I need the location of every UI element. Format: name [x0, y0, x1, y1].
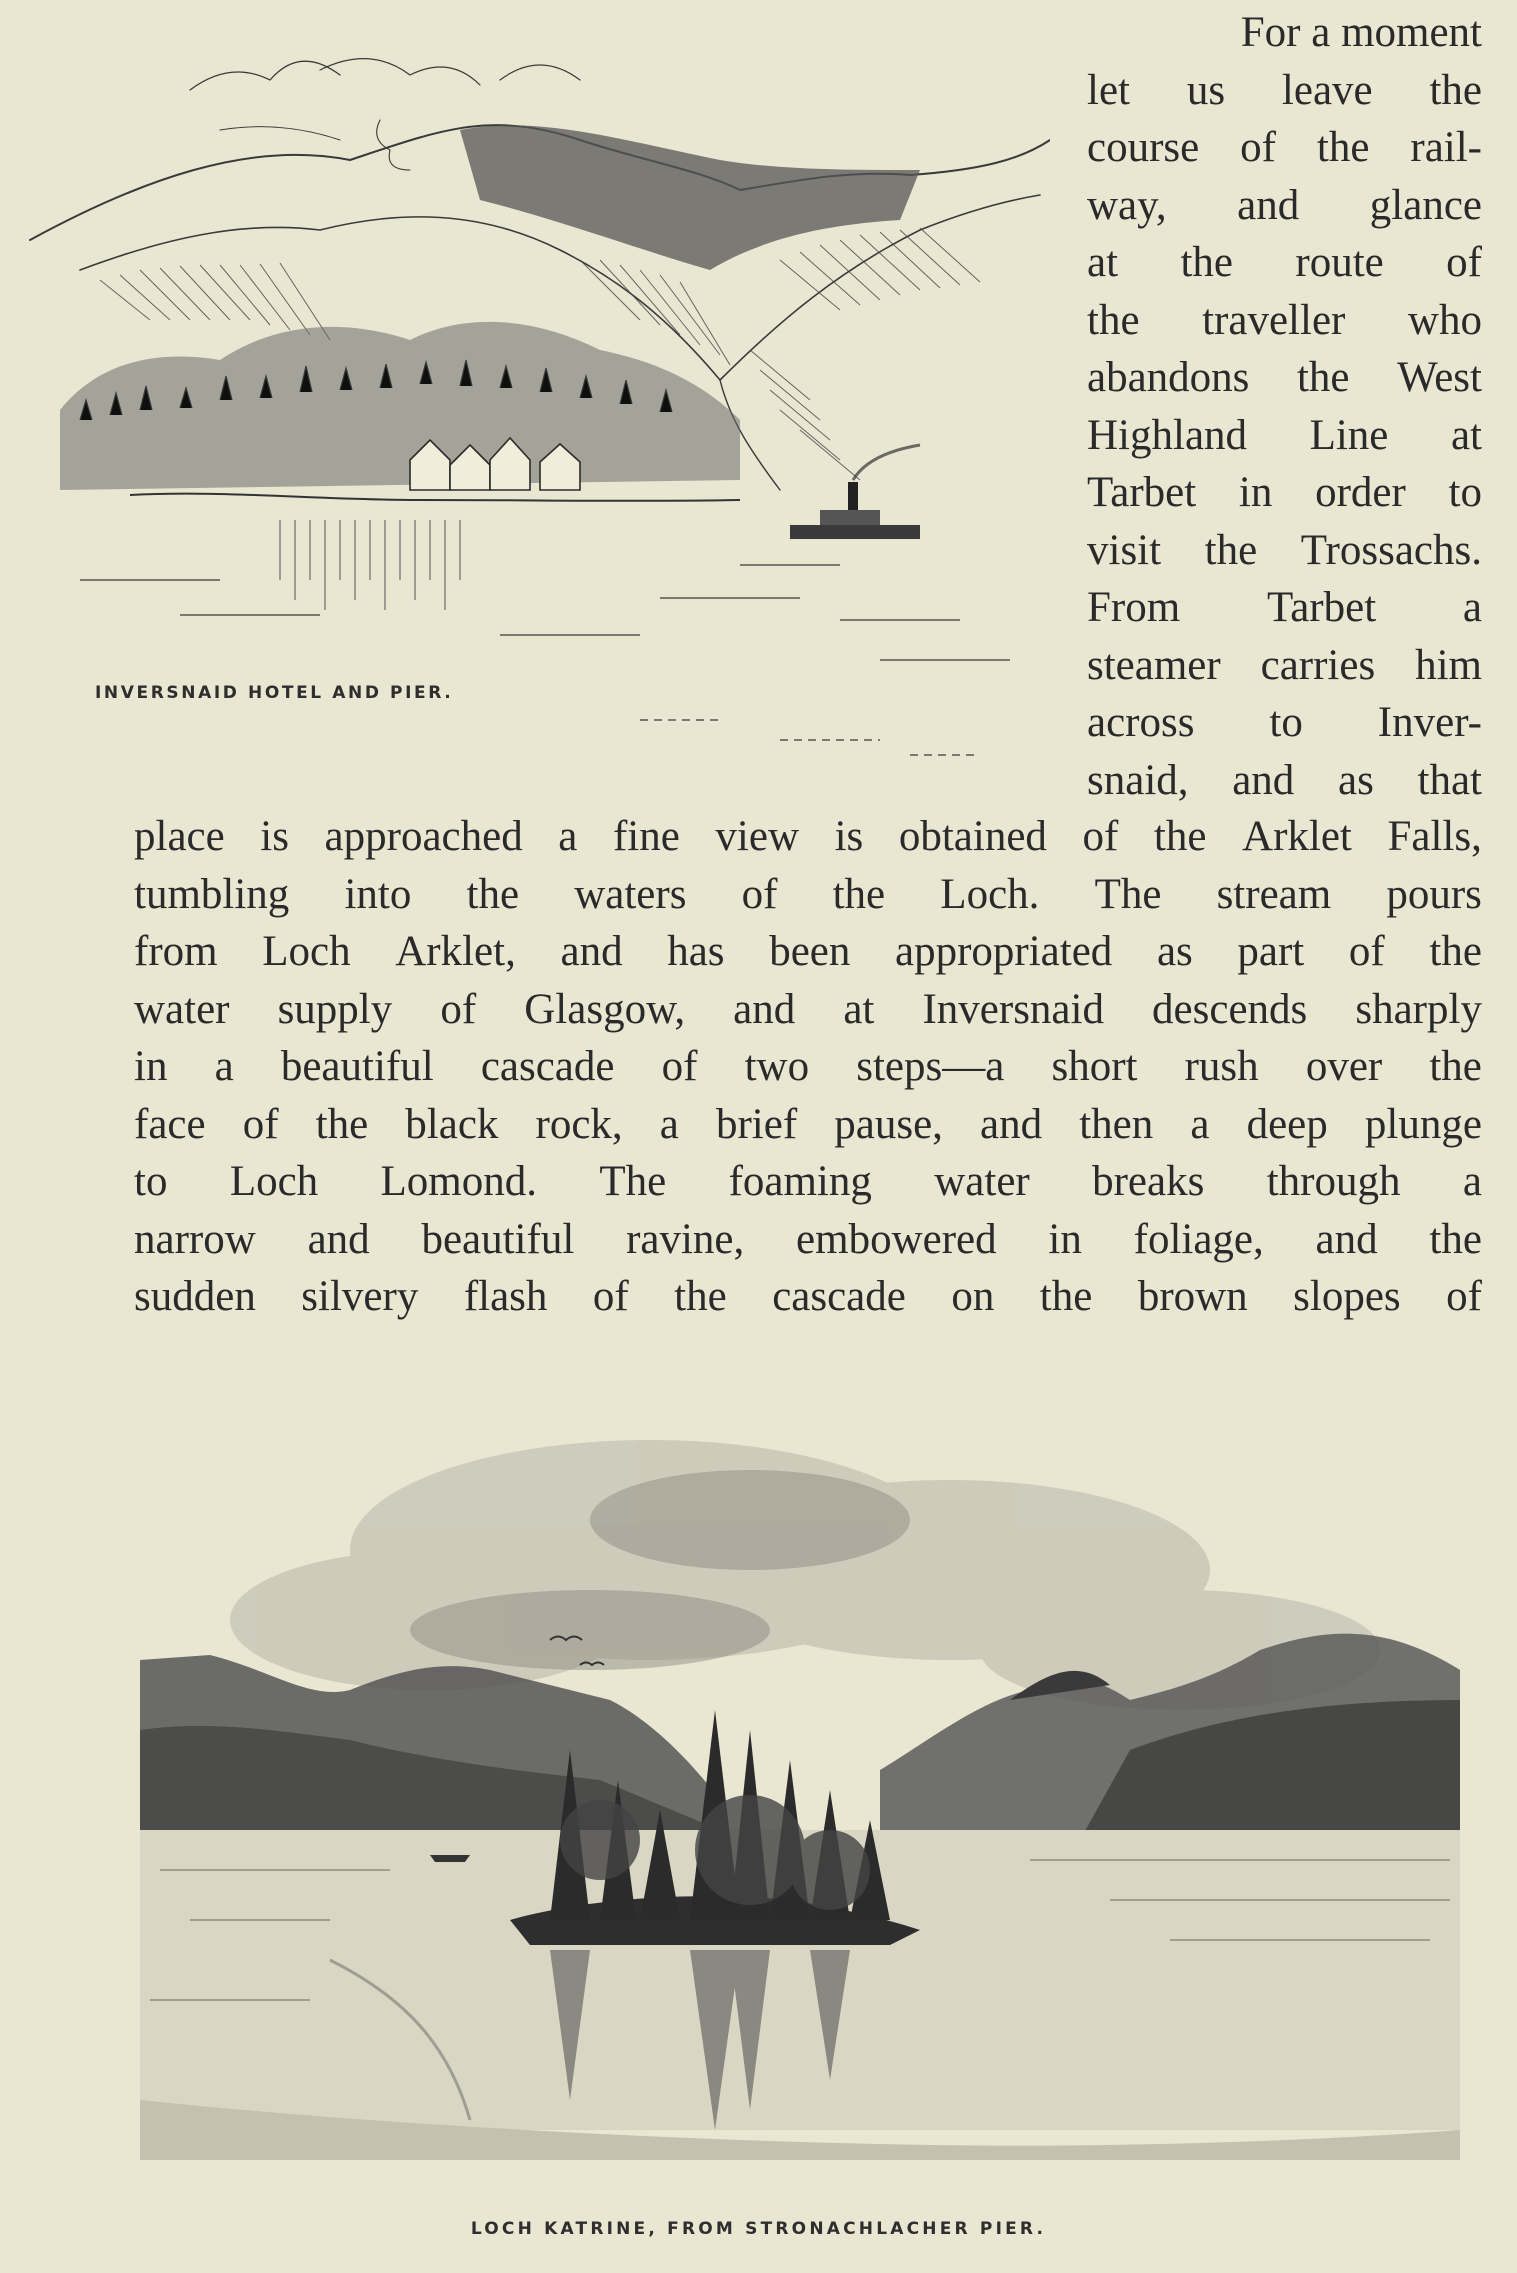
word: the — [466, 870, 520, 918]
word: Inver- — [1377, 699, 1482, 746]
word: the — [1296, 354, 1350, 401]
body-text — [134, 808, 1482, 1326]
text-line — [134, 1153, 1482, 1211]
word: as — [1156, 928, 1193, 975]
word: the — [1180, 239, 1233, 286]
word: who — [1407, 296, 1482, 344]
word: The — [1094, 870, 1162, 918]
text-line — [134, 1268, 1482, 1326]
word: of — [1446, 1273, 1482, 1320]
word: view — [715, 813, 799, 860]
word: the — [832, 870, 886, 918]
word: steamer — [1087, 641, 1221, 689]
word: a — [558, 813, 578, 860]
text-line — [1087, 579, 1482, 637]
word: West — [1397, 354, 1482, 401]
word: two — [744, 1043, 810, 1090]
word: of — [1082, 813, 1119, 860]
text-line — [134, 1038, 1482, 1096]
word: of — [1446, 239, 1482, 286]
word: a — [659, 1100, 679, 1148]
word: Trossachs. — [1300, 526, 1482, 574]
word: supply — [277, 985, 393, 1033]
word: Loch — [262, 928, 351, 975]
word: traveller — [1202, 296, 1346, 344]
word: black — [405, 1100, 499, 1148]
word: visit — [1087, 526, 1162, 574]
word: Loch. — [940, 870, 1040, 918]
word: a — [214, 1043, 234, 1090]
word: then — [1079, 1100, 1154, 1148]
word: a — [1190, 1100, 1210, 1148]
text-line — [134, 866, 1482, 924]
word: route — [1295, 239, 1384, 286]
word: waters — [574, 870, 687, 918]
word: carries — [1260, 641, 1376, 689]
loch-katrine-picture — [130, 1400, 1470, 2200]
word: the — [1316, 124, 1370, 171]
word: a — [1462, 584, 1482, 631]
word: of — [242, 1100, 279, 1148]
word: and — [1315, 1215, 1378, 1263]
word: brief — [715, 1100, 798, 1148]
text-line — [1087, 464, 1482, 522]
text-line — [1087, 62, 1482, 120]
word: has — [667, 928, 725, 975]
word: him — [1415, 641, 1482, 689]
text-line — [1087, 234, 1482, 292]
word: pours — [1386, 870, 1482, 918]
word: that — [1417, 756, 1482, 804]
word: From — [1087, 584, 1181, 631]
inversnaid-illustration — [20, 20, 1050, 770]
word: into — [344, 870, 412, 918]
word: to — [1269, 699, 1303, 746]
word: approached — [324, 813, 523, 860]
word: place — [134, 813, 225, 860]
word: beautiful — [280, 1043, 434, 1090]
word: the — [1087, 296, 1140, 344]
word: and — [1232, 756, 1295, 804]
word: the — [1429, 1215, 1482, 1263]
word: Lomond. — [380, 1158, 537, 1205]
word: at — [1087, 239, 1119, 286]
word: across — [1087, 699, 1195, 746]
word: and — [1237, 181, 1300, 229]
word: order — [1315, 469, 1406, 516]
word: let — [1087, 66, 1130, 114]
word: the — [1429, 66, 1482, 114]
word: snaid, — [1087, 756, 1189, 804]
word: beautiful — [421, 1215, 575, 1263]
word: the — [674, 1273, 727, 1320]
word: foaming — [728, 1158, 872, 1205]
text-line — [134, 1211, 1482, 1269]
word: short — [1051, 1043, 1138, 1090]
word: tumbling — [134, 870, 290, 918]
word: descends — [1152, 985, 1308, 1033]
word: rock, — [535, 1100, 623, 1148]
word: appropriated — [895, 928, 1113, 975]
inversnaid-sketch — [20, 20, 1050, 770]
text-line — [1087, 349, 1482, 407]
word: Glasgow, — [524, 985, 686, 1033]
word: steps—a — [856, 1043, 1005, 1090]
word: pause, — [834, 1100, 943, 1148]
word: over — [1305, 1043, 1383, 1090]
word: obtained — [898, 813, 1047, 860]
word: glance — [1369, 181, 1482, 229]
word: in — [1048, 1215, 1082, 1263]
word: and — [733, 985, 796, 1033]
word: ravine, — [626, 1215, 745, 1263]
word: in — [1238, 469, 1273, 516]
word: and — [307, 1215, 370, 1263]
text-line — [134, 1096, 1482, 1154]
word: of — [1240, 124, 1276, 171]
word: is — [260, 813, 289, 860]
word: Tarbet — [1087, 469, 1197, 516]
word: Tarbet — [1266, 584, 1377, 631]
word: slopes — [1293, 1273, 1401, 1320]
word: Line — [1309, 411, 1389, 459]
word: a — [1462, 1158, 1482, 1205]
word: Arklet — [1242, 813, 1352, 860]
word: Loch — [229, 1158, 319, 1205]
word: brown — [1137, 1273, 1248, 1320]
word: the — [1429, 928, 1482, 975]
word: stream — [1216, 870, 1332, 918]
word: cascade — [772, 1273, 906, 1320]
figure-caption: LOCH KATRINE, FROM STRONACHLACHER PIER. — [470, 2219, 1047, 2239]
word: flash — [463, 1273, 548, 1320]
text-line — [1087, 177, 1482, 235]
text-line — [1087, 119, 1482, 177]
word: from — [134, 928, 218, 975]
word: the — [1153, 813, 1207, 860]
word: Falls, — [1387, 813, 1482, 860]
text-line — [1087, 752, 1482, 810]
word: been — [769, 928, 851, 975]
word: sudden — [134, 1273, 256, 1320]
word: to — [134, 1158, 168, 1205]
word: and — [560, 928, 623, 975]
text-line — [134, 808, 1482, 866]
word: is — [834, 813, 864, 860]
text-line: For a moment — [1240, 9, 1482, 56]
word: of — [661, 1043, 698, 1090]
loch-katrine-illustration — [130, 1400, 1470, 2200]
word: water — [934, 1158, 1030, 1205]
word: the — [315, 1100, 369, 1148]
word: course — [1087, 124, 1200, 171]
word: the — [1039, 1273, 1093, 1320]
word: at — [1450, 411, 1482, 459]
word: plunge — [1364, 1100, 1482, 1148]
word: fine — [612, 813, 680, 860]
word: the — [1429, 1043, 1482, 1090]
word: part — [1237, 928, 1305, 975]
word: face — [134, 1100, 206, 1148]
word: water — [134, 985, 230, 1033]
word: us — [1186, 66, 1226, 114]
word: in — [134, 1043, 168, 1090]
word: narrow — [134, 1215, 256, 1263]
word: as — [1338, 756, 1374, 804]
word: deep — [1246, 1100, 1328, 1148]
text-line — [134, 981, 1482, 1039]
word: of — [1348, 928, 1385, 975]
word: cascade — [480, 1043, 615, 1090]
word: breaks — [1092, 1158, 1205, 1205]
text-line — [134, 923, 1482, 981]
word: of — [741, 870, 778, 918]
word: of — [592, 1273, 629, 1320]
word: foliage, — [1133, 1215, 1264, 1263]
text-line — [1087, 522, 1482, 580]
word: on — [951, 1273, 995, 1320]
text-line — [1087, 407, 1482, 465]
word: leave — [1281, 66, 1373, 114]
word: to — [1448, 469, 1482, 516]
text-line — [1087, 637, 1482, 695]
word: embowered — [796, 1215, 997, 1263]
word: the — [1204, 526, 1258, 574]
word: Arklet, — [395, 928, 516, 975]
word: Highland — [1087, 411, 1248, 459]
word: abandons — [1087, 354, 1250, 401]
word: silvery — [301, 1273, 419, 1320]
word: rush — [1184, 1043, 1259, 1090]
word: through — [1266, 1158, 1401, 1205]
word: The — [599, 1158, 667, 1205]
figure-caption: INVERSNAID HOTEL AND PIER. — [95, 683, 454, 703]
text-line — [1087, 694, 1482, 752]
word: at — [843, 985, 875, 1033]
word: of — [440, 985, 477, 1033]
text-line — [1087, 292, 1482, 350]
word: and — [980, 1100, 1043, 1148]
word: Inversnaid — [922, 985, 1104, 1033]
word: way, — [1087, 181, 1167, 229]
word: rail- — [1410, 124, 1482, 171]
word: sharply — [1355, 985, 1482, 1033]
right-column-text — [1087, 4, 1482, 809]
